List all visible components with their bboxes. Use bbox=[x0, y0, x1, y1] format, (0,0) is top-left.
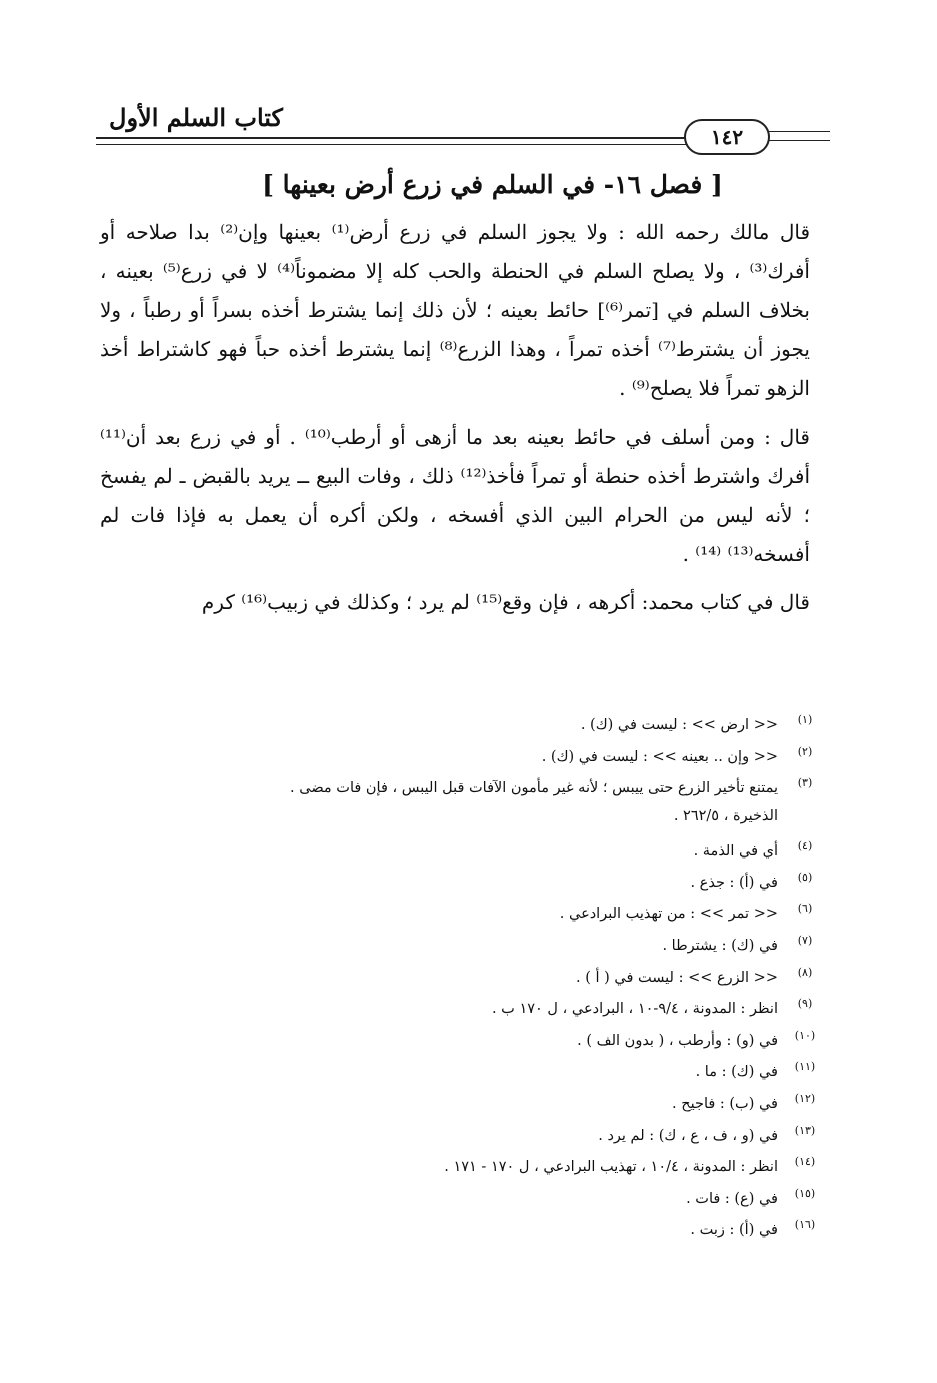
footnote-text: انظر : المدونة ، ١٠/٤ ، تهذيب البرادعي ، ل ١٧٠ - ١٧١ . bbox=[444, 1159, 778, 1176]
footnote-number: (١٠) bbox=[794, 1028, 816, 1042]
footnote-text: في (ع) : فات . bbox=[686, 1190, 778, 1207]
footnote bbox=[320, 963, 820, 995]
footnote bbox=[320, 868, 820, 900]
footnote-text: في (أ) : جذع . bbox=[690, 874, 778, 891]
running-title: كتاب السلم الأول bbox=[109, 103, 283, 132]
footnote-text: << ارض >> : ليست في (ك) . bbox=[580, 717, 778, 733]
footnote-text: << تمر >> : من تهذيب البرادعي . bbox=[559, 906, 778, 923]
footnote bbox=[320, 994, 820, 1026]
footnote bbox=[320, 1026, 820, 1058]
footnote-number: (٧) bbox=[797, 933, 813, 947]
footnote-text: في (أ) : زبت . bbox=[690, 1222, 778, 1239]
footnote-number: (٢) bbox=[797, 744, 813, 758]
footnote-number: (٤) bbox=[797, 839, 813, 853]
footnotes bbox=[290, 710, 820, 1247]
footnote-number: (٨) bbox=[797, 965, 813, 979]
footnote-number: (٩) bbox=[797, 997, 813, 1011]
footnote-text: في (ب) : فاجيح . bbox=[672, 1095, 778, 1112]
page-number: ١٤٢ bbox=[684, 119, 770, 155]
footnote bbox=[320, 1057, 820, 1089]
footnote-number: (٥) bbox=[797, 870, 813, 884]
body-paragraph: قال : ومن أسلف في حائط بعينه بعد ما أزهى أو أرطب⁽¹⁰⁾ . أو في زرع بعد أن⁽¹¹⁾ أفرك واشترط أخذه حنطة أو تمراً فأخذ⁽¹²⁾ ذلك ، وفات البيع ــ يريد بالقبض ـ لم يفسخ ؛ لأنه ليس من الحرام البين الذي أفسخه ، ولكن أكره أن يعمل به فإذا فات لم أفسخه⁽¹³⁾ ⁽¹⁴⁾ . bbox=[100, 425, 810, 566]
footnote bbox=[320, 1089, 820, 1121]
header-rule bbox=[96, 137, 691, 145]
footnote-number: (١٣) bbox=[794, 1123, 816, 1137]
footnote bbox=[320, 742, 820, 774]
footnote-number: (١١) bbox=[794, 1060, 816, 1074]
body-paragraph: قال في كتاب محمد: أكرهه ، فإن وقع⁽¹⁵⁾ لم يرد ؛ وكذلك في زبيب⁽¹⁶⁾ كرم bbox=[201, 590, 810, 614]
footnote bbox=[320, 710, 820, 742]
footnote-text: في (ك) : يشترطا . bbox=[662, 937, 778, 954]
section-title: [ فصل ١٦- في السلم في زرع أرض بعينها ] bbox=[262, 170, 723, 199]
footnote-text-continued: الذخيرة ، ٢٦٢/٥ . bbox=[673, 808, 778, 825]
footnote bbox=[320, 931, 820, 963]
footnote bbox=[320, 1152, 820, 1184]
footnote bbox=[320, 836, 820, 868]
footnote-text: يمتنع تأخير الزرع حتى ييبس ؛ لأنه غير مأمون الآفات قبل اليبس ، فإن فات مضى . bbox=[290, 780, 778, 797]
footnote-number: (١٤) bbox=[794, 1155, 816, 1169]
footnote-text: أي في الذمة . bbox=[693, 843, 778, 860]
footnote-number: (٣) bbox=[797, 776, 813, 790]
footnote-number: (١٥) bbox=[794, 1186, 816, 1200]
footnote-text: في (و ، ف ، ع ، ك) : لم يرد . bbox=[598, 1127, 778, 1144]
footnote bbox=[320, 1215, 820, 1247]
footnote-text: << وإن .. بعينه >> : ليست في (ك) . bbox=[541, 748, 778, 765]
footnote bbox=[320, 1184, 820, 1216]
body-paragraph: قال مالك رحمه الله : ولا يجوز السلم في زرع أرض⁽¹⁾ بعينها وإن⁽²⁾ بدا صلاحه أو أفرك⁽³⁾ ، ولا يصلح السلم في الحنطة والحب كله إلا مضموناً⁽⁴⁾ لا في زرع⁽⁵⁾ بعينه ، بخلاف السلم في [تمر⁽⁶⁾] حائط بعينه ؛ لأن ذلك إنما يشترط أخذه بسراً أو رطباً ، ولا يجوز أن يشترط⁽⁷⁾ أخذه تمراً ، وهذا الزرع⁽⁸⁾ إنما يشترط أخذه حباً فهو كاشتراط أخذ الزهو تمراً فلا يصلح⁽⁹⁾ . bbox=[100, 220, 811, 400]
footnote bbox=[320, 899, 820, 931]
footnote bbox=[290, 773, 820, 836]
footnote-text: في (و) : وأرطب ، ( بدون الف ) . bbox=[577, 1032, 778, 1049]
footnote-number: (١٢) bbox=[794, 1091, 816, 1105]
footnote-number: (٦) bbox=[797, 902, 813, 916]
footnote-text: << الزرع >> : ليست في ( أ ) . bbox=[575, 969, 778, 986]
footnote bbox=[320, 1121, 820, 1153]
header-rule-right bbox=[765, 131, 830, 141]
footnote-text: انظر : المدونة ، ٩/٤-١٠ ، البرادعي ، ل ١٧٠ ب . bbox=[491, 1001, 778, 1018]
footnote-text: في (ك) : ما . bbox=[695, 1064, 778, 1081]
footnote-number: (١٦) bbox=[794, 1218, 816, 1232]
footnote-number: (١) bbox=[797, 713, 813, 726]
